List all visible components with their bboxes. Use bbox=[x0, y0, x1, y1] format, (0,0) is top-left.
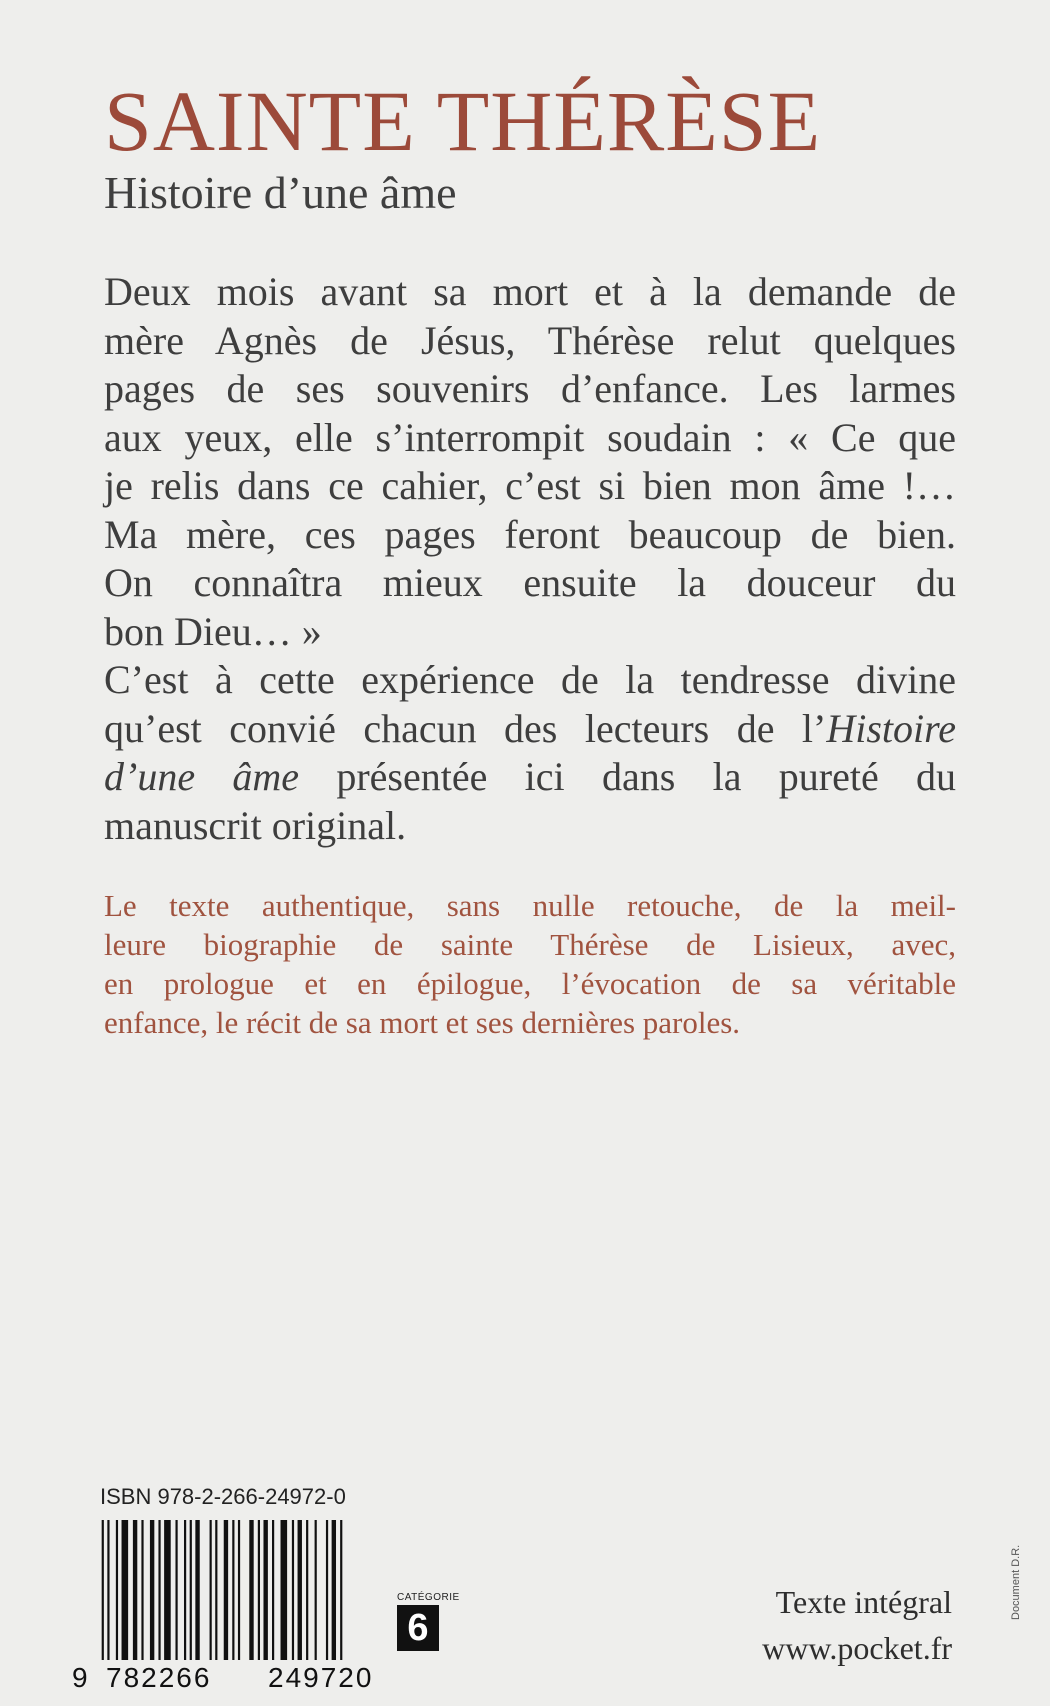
blurb-line: Ma mère, ces pages feront beaucoup de bien. bbox=[104, 511, 956, 557]
barcode-first-digit: 9 bbox=[72, 1662, 90, 1693]
blurb bbox=[104, 268, 956, 850]
blurb-text: présentée ici dans la pureté du bbox=[299, 754, 957, 799]
blurb-paragraph-1 bbox=[104, 268, 956, 656]
blurb-line: pages de ses souvenirs d’enfance. Les larmes bbox=[104, 366, 956, 411]
note-line: en prologue et en épilogue, l’évocation de sa véritable bbox=[104, 966, 956, 1001]
barcode-block bbox=[72, 1520, 382, 1692]
title-italic: Histoire bbox=[826, 705, 956, 751]
blurb-text: qu’est convié chacun des lecteurs de l’ bbox=[104, 705, 827, 751]
blurb-line: aux yeux, elle s’interrompit soudain : « Ce que bbox=[104, 414, 956, 460]
blurb-line: bon Dieu… » bbox=[104, 608, 322, 654]
note-line: Le texte authentique, sans nulle retouche, de la meil- bbox=[104, 888, 956, 923]
blurb-line bbox=[104, 753, 956, 802]
barcode-group-1: 782266 bbox=[106, 1662, 212, 1693]
author-name: SAINTE THÉRÈSE bbox=[104, 73, 822, 169]
photo-credit: Document D.R. bbox=[1010, 1544, 1022, 1620]
website-link: www.pocket.fr bbox=[762, 1630, 952, 1666]
text-integral-label: Texte intégral bbox=[775, 1584, 952, 1620]
title-italic: d’une âme bbox=[104, 754, 300, 799]
price-category bbox=[397, 1592, 460, 1651]
footer-info bbox=[762, 1580, 952, 1672]
barcode-icon bbox=[98, 1520, 460, 1660]
blurb-line: je relis dans ce cahier, c’est si bien mon âme !… bbox=[104, 463, 956, 508]
blurb-line: C’est à cette expérience de la tendresse divine bbox=[104, 657, 956, 702]
category-label: CATÉGORIE bbox=[397, 1592, 460, 1603]
blurb-line: mère Agnès de Jésus, Thérèse relut quelques bbox=[104, 317, 956, 363]
blurb-line bbox=[104, 705, 956, 754]
blurb-line: Deux mois avant sa mort et à la demande de bbox=[104, 269, 956, 314]
book-title: Histoire d’une âme bbox=[104, 167, 457, 218]
edition-note bbox=[104, 886, 956, 1042]
note-line: enfance, le récit de sa mort et ses dernières paroles. bbox=[104, 1005, 741, 1040]
isbn-number: ISBN 978-2-266-24972-0 bbox=[100, 1484, 346, 1509]
blurb-line: On connaîtra mieux ensuite la douceur du bbox=[104, 560, 956, 605]
note-line: leure biographie de sainte Thérèse de Lisieux, avec, bbox=[104, 927, 956, 962]
blurb-line: manuscrit original. bbox=[104, 802, 407, 848]
barcode-group-2: 249720 bbox=[268, 1662, 374, 1693]
blurb-paragraph-2 bbox=[104, 656, 956, 850]
category-number: 6 bbox=[397, 1605, 439, 1651]
